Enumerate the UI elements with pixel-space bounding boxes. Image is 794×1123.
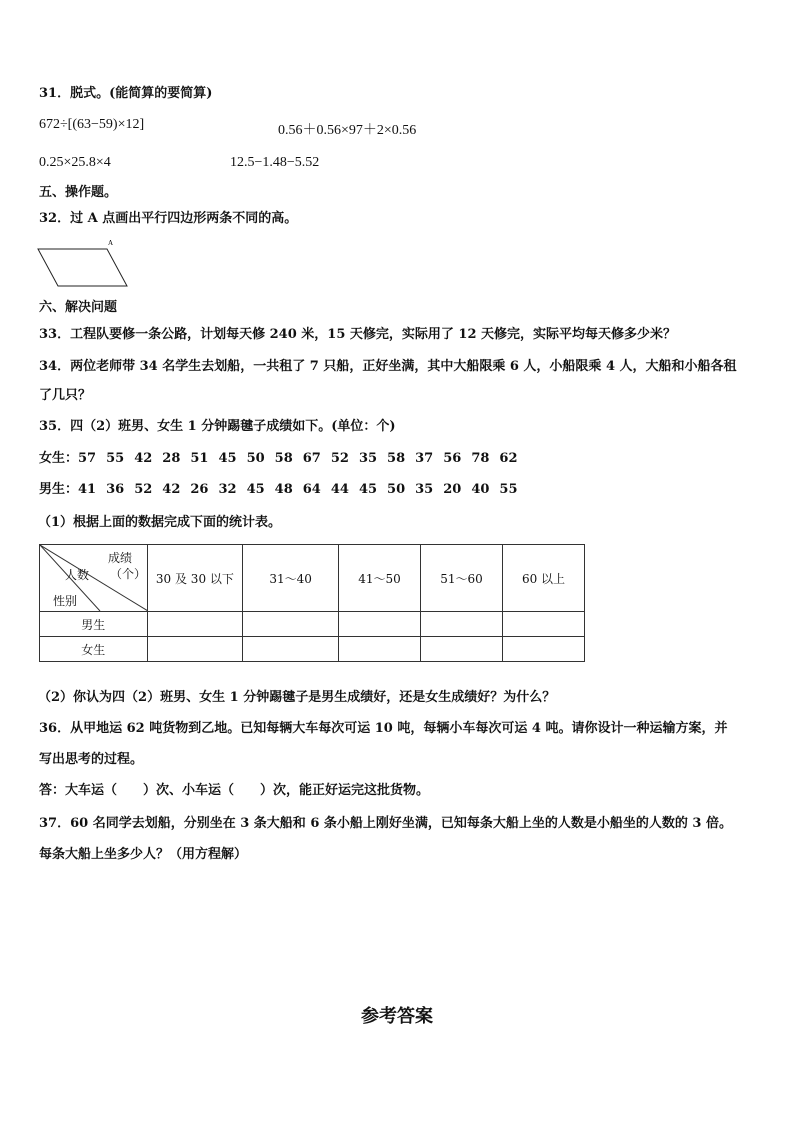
q34-line-1: 34．两位老师带 34 名学生去划船，一共租了 7 只船，正好坐满，其中大船限乘 6 人，小船限乘 4 人，大船和小船各租 (39, 359, 737, 374)
score-value: 51 (190, 451, 209, 466)
score-value: 58 (387, 451, 406, 466)
q31-title: 31．脱式。(能简算的要简算) (39, 86, 213, 101)
table-cell (243, 612, 339, 637)
score-value: 35 (415, 482, 434, 497)
table-cell (147, 637, 243, 662)
score-value: 42 (162, 482, 181, 497)
table-cell (421, 637, 503, 662)
score-value: 64 (302, 482, 321, 497)
row-header: 女生 (40, 637, 148, 662)
statistics-table (39, 544, 585, 662)
score-value: 55 (106, 451, 125, 466)
score-value: 20 (443, 482, 462, 497)
score-value: 62 (499, 451, 518, 466)
q36-line-2: 写出思考的过程。 (39, 752, 144, 767)
q36-answer: 答：大车运（ ）次、小车运（ ）次，能正好运完这批货物。 (39, 783, 430, 798)
score-value: 55 (499, 482, 518, 497)
score-value: 40 (471, 482, 490, 497)
boys-label: 男生： (39, 482, 79, 497)
score-value: 41 (78, 482, 97, 497)
section-5-heading: 五、操作题。 (39, 185, 118, 200)
table-corner-cell (40, 545, 148, 612)
score-value: 45 (218, 451, 237, 466)
column-header: 51～60 (421, 545, 503, 612)
table-cell (339, 637, 421, 662)
table-cell (339, 612, 421, 637)
score-value: 36 (106, 482, 125, 497)
score-value: 35 (358, 451, 378, 466)
score-value: 28 (162, 451, 181, 466)
score-value: 32 (218, 482, 237, 497)
q31-expression-2: 0.56＋0.56×97＋2×0.56 (278, 123, 417, 138)
score-value: 37 (415, 451, 434, 466)
q37-line-2: 每条大船上坐多少人？（用方程解） (39, 847, 248, 862)
table-cell (243, 637, 339, 662)
score-value: 52 (330, 451, 349, 466)
score-value: 57 (78, 451, 97, 466)
table-cell (421, 612, 503, 637)
corner-people-label: 人数 (65, 568, 90, 582)
score-value: 50 (387, 482, 406, 497)
table-row (40, 612, 585, 637)
q33-text: 33．工程队要修一条公路，计划每天修 240 米，15 天修完，实际用了 12 天修完，实际平均每天修多少米？ (39, 327, 677, 342)
score-value: 26 (190, 482, 209, 497)
section-6-heading: 六、解决问题 (39, 300, 118, 315)
score-value: 48 (274, 482, 293, 497)
table-cell (502, 637, 584, 662)
column-header: 31～40 (243, 545, 339, 612)
q35-sub-2: （2）你认为四（2）班男、女生 1 分钟踢毽子是男生成绩好，还是女生成绩好？为什么？ (38, 690, 556, 705)
table-cell (502, 612, 584, 637)
column-header: 41～50 (339, 545, 421, 612)
girls-scores (78, 451, 518, 466)
q34-line-2: 了几只？ (39, 388, 92, 403)
girls-label: 女生： (39, 451, 79, 466)
q35-title: 35．四（2）班男、女生 1 分钟踢毽子成绩如下。(单位：个) (39, 419, 396, 434)
corner-score-label: 成绩 (108, 551, 133, 565)
score-value: 42 (134, 451, 153, 466)
corner-unit-label: （个） (110, 567, 147, 581)
parallelogram-figure (35, 236, 135, 292)
boys-scores (78, 482, 518, 497)
score-value: 50 (246, 451, 265, 466)
score-value: 67 (302, 451, 321, 466)
point-a-label: A (108, 239, 114, 247)
q31-expression-3: 0.25×25.8×4 (39, 155, 111, 170)
q35-sub-1: （1）根据上面的数据完成下面的统计表。 (38, 515, 282, 530)
score-value: 45 (246, 482, 265, 497)
score-value: 78 (471, 451, 490, 466)
answer-section-title: 参考答案 (361, 1006, 433, 1027)
column-header: 60 以上 (502, 545, 584, 612)
score-value: 44 (330, 482, 349, 497)
q32-text: 32．过 A 点画出平行四边形两条不同的高。 (39, 211, 298, 226)
corner-gender-label: 性别 (53, 594, 78, 608)
table-cell (147, 612, 243, 637)
score-value: 45 (358, 482, 378, 497)
row-header: 男生 (40, 612, 148, 637)
q31-expression-1: 672÷[(63−59)×12] (39, 117, 145, 132)
score-value: 58 (274, 451, 293, 466)
q31-expression-4: 12.5−1.48−5.52 (230, 155, 320, 170)
girls-scores-line (39, 447, 518, 466)
score-value: 52 (134, 482, 153, 497)
parallelogram-shape (38, 249, 127, 286)
column-header: 30 及 30 以下 (147, 545, 243, 612)
q36-line-1: 36．从甲地运 62 吨货物到乙地。已知每辆大车每次可运 10 吨，每辆小车每次可运 4 吨。请你设计一种运输方案，并 (39, 721, 728, 736)
score-value: 56 (443, 451, 462, 466)
boys-scores-line (39, 478, 518, 497)
table-row (40, 637, 585, 662)
q37-line-1: 37．60 名同学去划船，分别坐在 3 条大船和 6 条小船上刚好坐满，已知每条大船上坐的人数是小船坐的人数的 3 倍。 (39, 816, 732, 831)
